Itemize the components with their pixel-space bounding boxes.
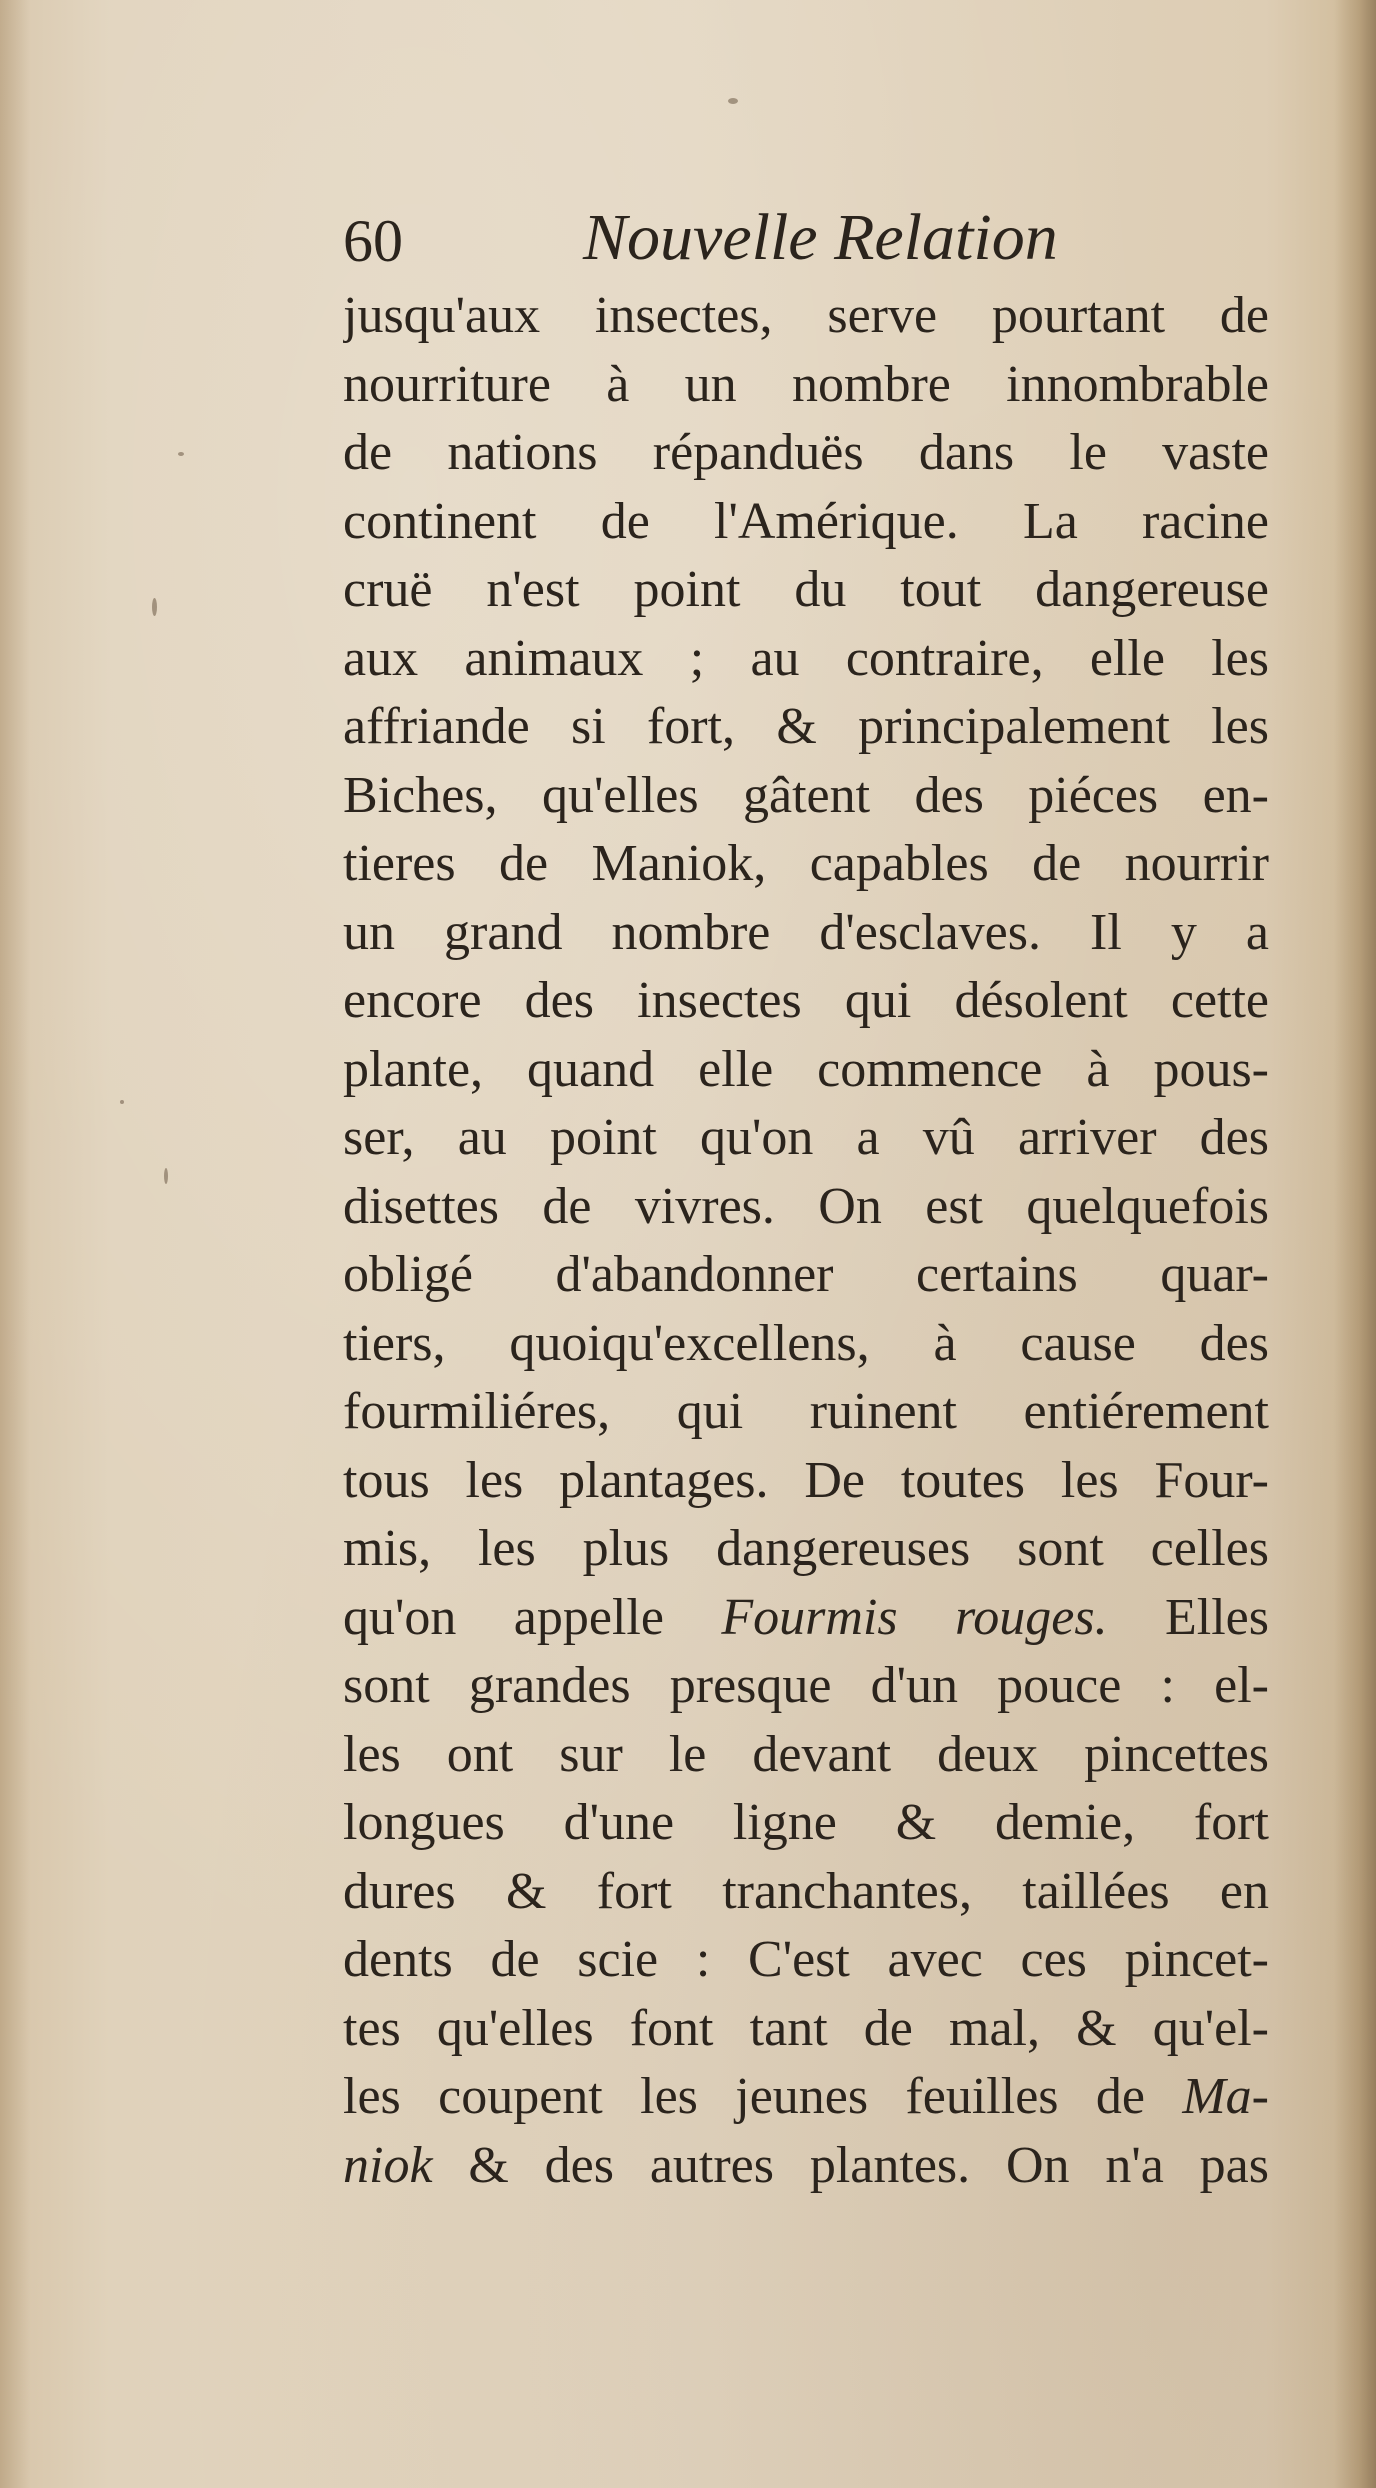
text-segment: Elles	[1107, 1588, 1269, 1646]
text-segment: qu'on appelle	[343, 1588, 722, 1646]
text-line: de nations répanduës dans le vaste	[343, 424, 1269, 481]
text-line: dures & fort tranchantes, taillées en	[343, 1862, 1269, 1920]
paper-speck	[728, 98, 738, 104]
page-gutter-shadow	[0, 0, 30, 2488]
text-line: dents de scie : C'est avec ces pincet-	[343, 1931, 1269, 1988]
text-line: un grand nombre d'esclaves. Il y a	[343, 903, 1269, 961]
italic-term: Fourmis rouges.	[721, 1588, 1108, 1646]
text-line: aux animaux ; au contraire, elle les	[343, 629, 1269, 687]
text-segment: & des autres plantes. On n'a pas	[432, 2136, 1269, 2194]
body-text	[343, 282, 1269, 2200]
text-line: affriande si fort, & principalement les	[343, 698, 1269, 755]
text-line: tous les plantages. De toutes les Four-	[343, 1451, 1269, 1509]
text-line: cruë n'est point du tout dangereuse	[343, 561, 1269, 618]
text-line: encore des insectes qui désolent cette	[343, 972, 1269, 1029]
text-line: nourriture à un nombre innombrable	[343, 355, 1269, 413]
text-line: continent de l'Amérique. La racine	[343, 492, 1269, 550]
page-edge-shadow	[1334, 0, 1376, 2488]
running-title: Nouvelle Relation	[583, 201, 1058, 274]
text-line: tes qu'elles font tant de mal, & qu'el-	[343, 1999, 1269, 2057]
paper-speck	[120, 1100, 124, 1104]
text-line: les ont sur le devant deux pincettes	[343, 1725, 1269, 1783]
page-header	[343, 198, 1103, 284]
text-line: plante, quand elle commence à pous-	[343, 1040, 1269, 1098]
text-line: jusqu'aux insectes, serve pourtant de	[343, 287, 1269, 344]
text-line: disettes de vivres. On est quelquefois	[343, 1177, 1269, 1235]
page-number: 60	[343, 208, 403, 274]
text-line	[343, 2063, 1269, 2132]
text-line: ser, au point qu'on a vû arriver des	[343, 1109, 1269, 1166]
italic-term: Ma-	[1182, 2068, 1269, 2125]
text-line	[343, 1584, 1269, 1653]
text-line: tieres de Maniok, capables de nourrir	[343, 835, 1269, 892]
text-line: fourmiliéres, qui ruinent entiérement	[343, 1383, 1269, 1440]
text-line: longues d'une ligne & demie, fort	[343, 1794, 1269, 1851]
text-line: mis, les plus dangereuses sont celles	[343, 1520, 1269, 1577]
text-line: sont grandes presque d'un pouce : el-	[343, 1657, 1269, 1714]
paper-speck	[178, 452, 184, 456]
text-line: Biches, qu'elles gâtent des piéces en-	[343, 766, 1269, 824]
text-segment: les coupent les jeunes feuilles de	[343, 2068, 1183, 2125]
text-line: tiers, quoiqu'excellens, à cause des	[343, 1314, 1269, 1372]
paper-speck	[164, 1168, 168, 1184]
text-line	[343, 2132, 1269, 2201]
italic-term: niok	[343, 2136, 433, 2194]
text-line: obligé d'abandonner certains quar-	[343, 1246, 1269, 1303]
paper-speck	[152, 598, 157, 616]
